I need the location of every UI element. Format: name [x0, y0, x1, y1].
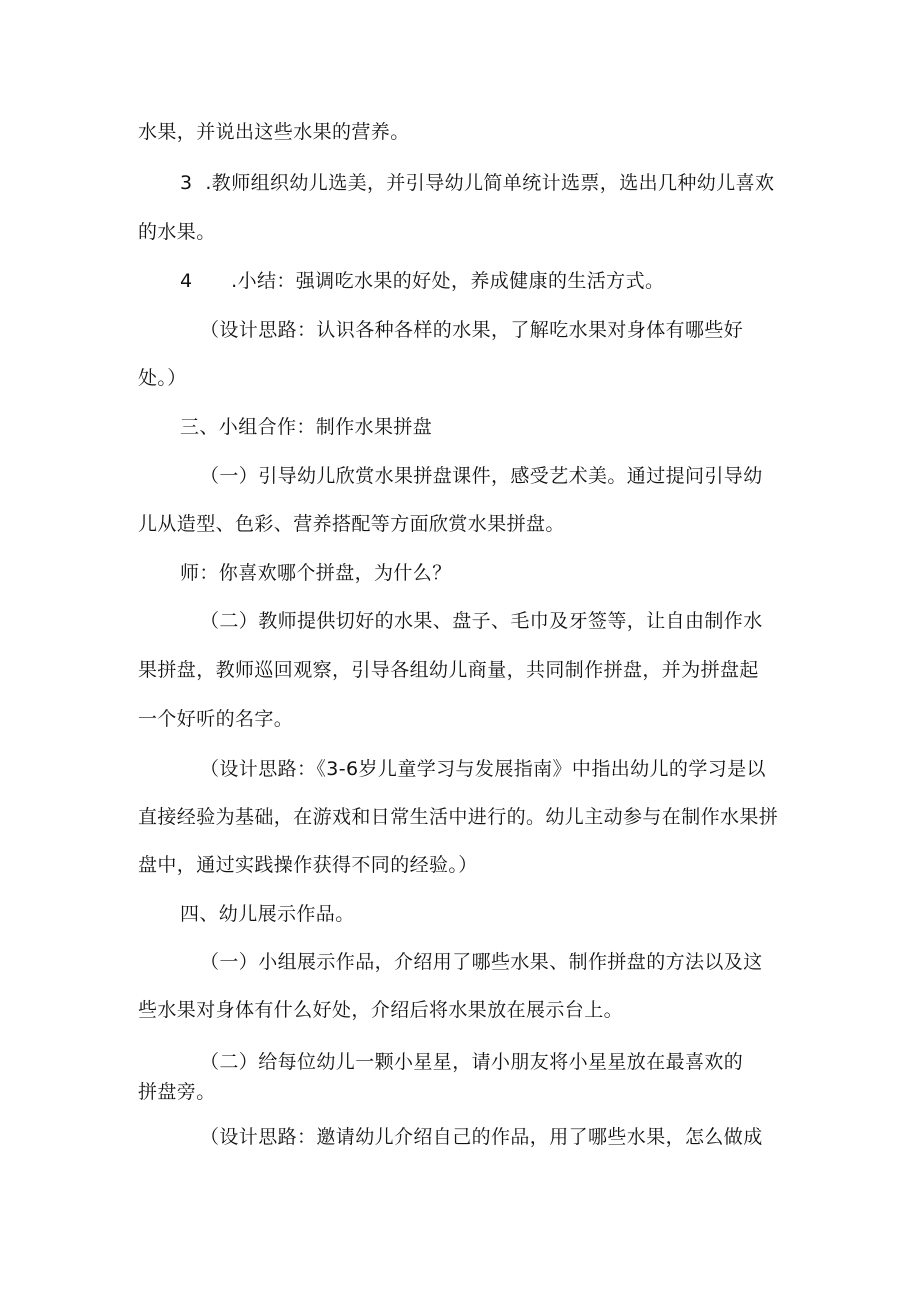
text-line-6: 处。）	[138, 367, 187, 389]
text-line-10: 师：你喜欢哪个拼盘，为什么？	[180, 562, 452, 584]
section-heading-3: 三、小组合作：制作水果拼盘	[180, 416, 433, 438]
text-line-8: （一）引导幼儿欣赏水果拼盘课件，感受艺术美。通过提问引导幼	[200, 465, 763, 487]
text-line-16: 盘中，通过实践操作获得不同的经验。）	[138, 854, 478, 876]
text-line-18: （一）小组展示作品，介绍用了哪些水果、制作拼盘的方法以及这	[200, 951, 763, 973]
text-line-2: 3 .教师组织幼儿选美，并引导幼儿简单统计选票，选出几种幼儿喜欢	[180, 172, 775, 194]
text-line-3: 的水果。	[138, 221, 216, 243]
text-line-14: （设计思路：《3-6岁儿童学习与发展指南》中指出幼儿的学习是以	[200, 758, 766, 780]
text-line-9: 儿从造型、色彩、营养搭配等方面欣赏水果拼盘。	[138, 513, 565, 535]
text-line-22: （设计思路：邀请幼儿介绍自己的作品，用了哪些水果，怎么做成	[200, 1126, 763, 1148]
text-line-15: 直接经验为基础，在游戏和日常生活中进行的。幼儿主动参与在制作水果拼	[138, 806, 779, 828]
text-line-12: 果拼盘，教师巡回观察，引导各组幼儿商量，共同制作拼盘，并为拼盘起	[138, 659, 759, 681]
text-line-1: 水果，并说出这些水果的营养。	[138, 121, 410, 143]
text-line-19: 些水果对身体有什么好处，介绍后将水果放在展示台上。	[138, 999, 624, 1021]
text-line-21: 拼盘旁。	[138, 1081, 216, 1103]
section-heading-4: 四、幼儿展示作品。	[180, 903, 355, 925]
text-line-5: （设计思路：认识各种各样的水果，了解吃水果对身体有哪些好	[200, 319, 744, 341]
text-line-4: 4 .小结：强调吃水果的好处，养成健康的生活方式。	[180, 270, 665, 292]
text-line-20: （二）给每位幼儿一颗小星星，请小朋友将小星星放在最喜欢的	[200, 1051, 744, 1073]
text-line-11: （二）教师提供切好的水果、盘子、毛巾及牙签等，让自由制作水	[200, 610, 763, 632]
text-line-13: 一个好听的名字。	[138, 708, 294, 730]
